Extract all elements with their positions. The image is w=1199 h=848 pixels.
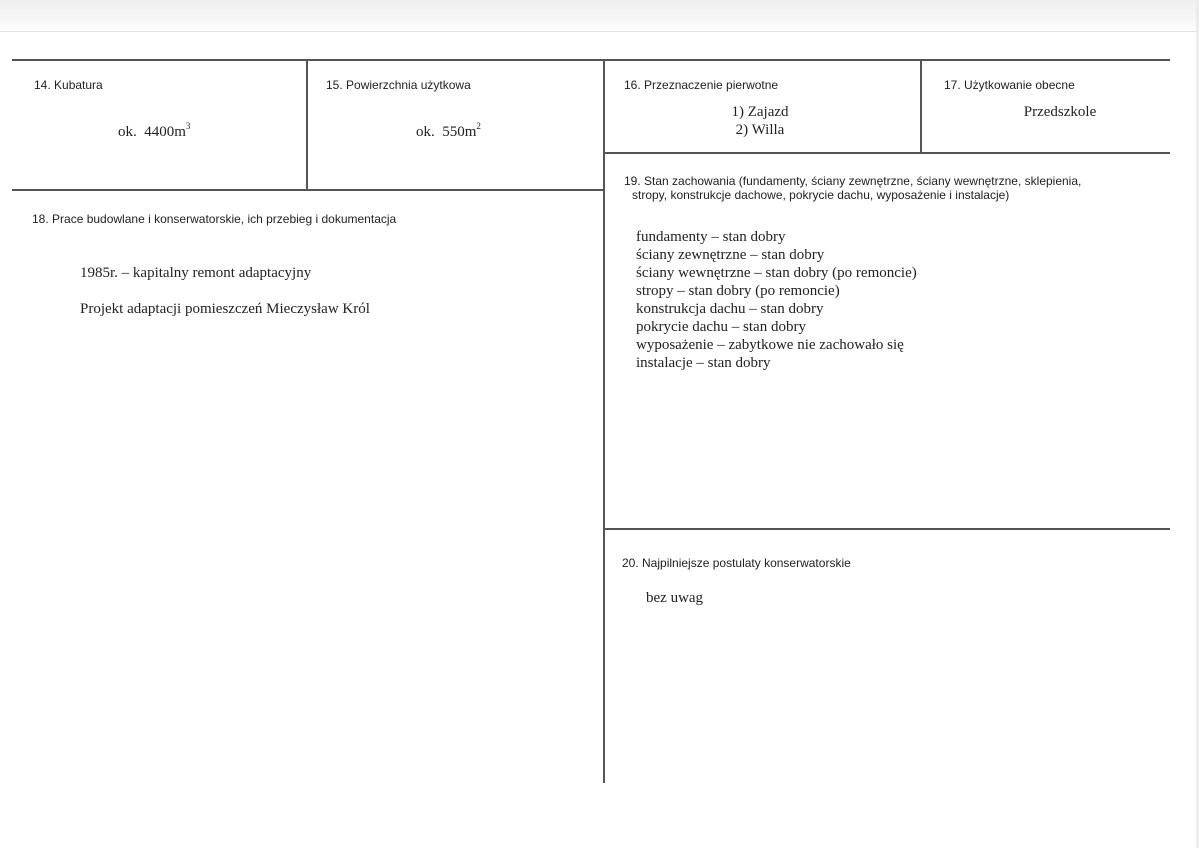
field-14-value	[118, 123, 238, 141]
field-15-label: 15. Powierzchnia użytkowa	[326, 78, 471, 92]
list-item: wyposażenie – zabytkowe nie zachowało się	[636, 337, 904, 353]
field-15-number: 550m	[442, 124, 477, 140]
top-rule	[12, 59, 1170, 61]
field-18-line-2: Projekt adaptacji pomieszczeń Mieczysław Król	[80, 301, 370, 317]
field-15-prefix: ok.	[416, 124, 435, 140]
field-18-line-1: 1985r. – kapitalny remont adaptacyjny	[80, 265, 312, 281]
list-item: fundamenty – stan dobry	[636, 229, 786, 245]
field-20-label: 20. Najpilniejsze postulaty konserwatorskie	[622, 556, 851, 570]
field-19-label-line-1: 19. Stan zachowania (fundamenty, ściany zewnętrzne, ściany wewnętrzne, sklepienia,	[624, 174, 1082, 188]
list-item: ściany wewnętrzne – stan dobry (po remoncie)	[636, 265, 917, 281]
vrule-center	[603, 59, 605, 783]
rule-left-mid	[12, 189, 605, 191]
field-18-label: 18. Prace budowlane i konserwatorskie, ich przebieg i dokumentacja	[32, 212, 397, 226]
rule-right-lower	[604, 528, 1170, 530]
list-item: pokrycie dachu – stan dobry	[636, 319, 806, 335]
vrule-14-15	[306, 59, 308, 191]
field-16-line-1: 1) Zajazd	[731, 104, 789, 120]
field-17-value: Przedszkole	[1023, 104, 1097, 120]
field-17-label: 17. Użytkowanie obecne	[944, 78, 1075, 92]
field-16-label: 16. Przeznaczenie pierwotne	[624, 78, 779, 92]
field-14-exponent: 3	[185, 121, 191, 131]
field-16-values	[690, 103, 830, 139]
field-14-prefix: ok.	[118, 124, 137, 140]
field-19-items	[636, 228, 917, 372]
list-item: konstrukcja dachu – stan dobry	[636, 301, 824, 317]
field-14-label: 14. Kubatura	[34, 78, 103, 92]
list-item: instalacje – stan dobry	[636, 355, 771, 371]
field-19-label-line-2: stropy, konstrukcje dachowe, pokrycie dachu, wyposażenie i instalacje)	[632, 188, 1010, 202]
rule-right-mid	[604, 152, 1170, 154]
field-15-exponent: 2	[476, 121, 481, 131]
list-item: ściany zewnętrzne – stan dobry	[636, 247, 825, 263]
field-15-value	[416, 123, 526, 141]
field-16-line-2: 2) Willa	[735, 122, 785, 138]
scan-edge-line	[0, 31, 1199, 32]
list-item: stropy – stan dobry (po remoncie)	[636, 283, 840, 299]
field-20-value: bez uwag	[646, 590, 704, 606]
field-14-number: 4400m	[144, 124, 186, 140]
scan-top-shadow	[0, 0, 1199, 32]
vrule-16-17	[920, 59, 922, 154]
